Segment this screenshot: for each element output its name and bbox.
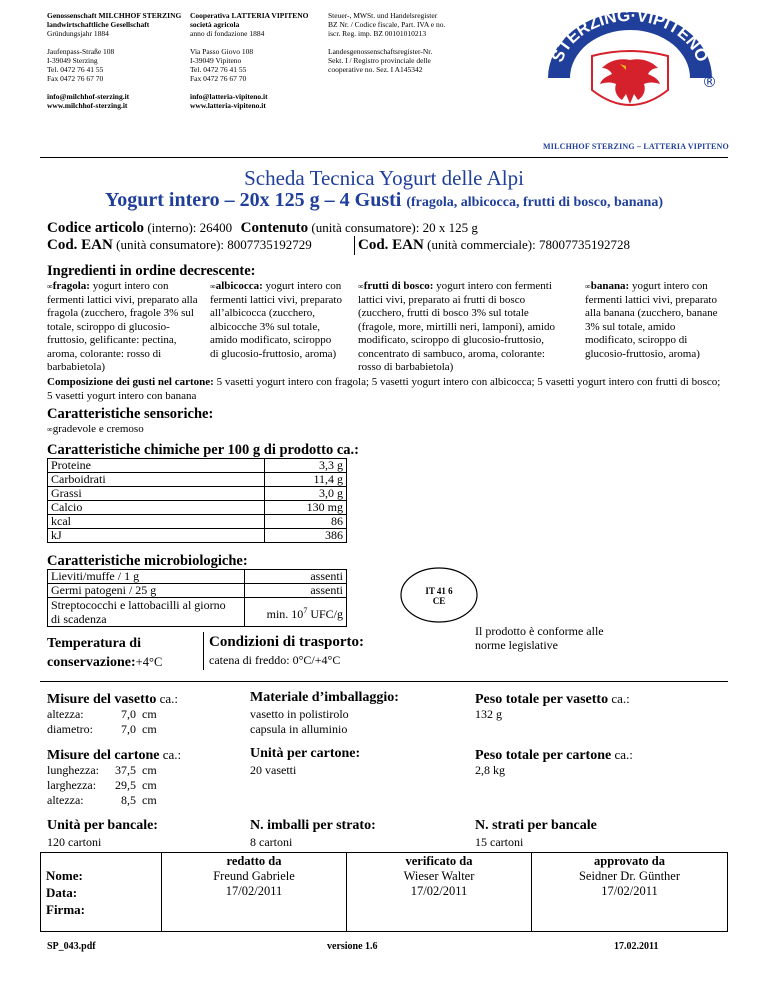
carton-width-label: larghezza: xyxy=(47,778,97,792)
fax-it: Fax 0472 76 67 70 xyxy=(190,74,247,83)
bullet-icon: ∞ xyxy=(358,282,364,291)
approved-by-label: approvato da xyxy=(594,854,665,868)
tax-line-3: iscr. Reg. imp. BZ 00101010213 xyxy=(328,29,427,38)
chemical-table xyxy=(47,458,347,543)
drafted-by-label: redatto da xyxy=(226,854,282,868)
address-de-2: I-39049 Sterzing xyxy=(47,56,98,65)
micro-name xyxy=(48,598,245,627)
approval-row-labels xyxy=(41,853,162,932)
packs-per-layer-label: N. imballi per strato: xyxy=(250,818,376,833)
material-lid: capsula in alluminio xyxy=(250,722,348,736)
nutrient-value: 3,3 g xyxy=(265,459,347,473)
bullet-icon: ∞ xyxy=(47,425,53,434)
table-row xyxy=(48,515,347,529)
cup-dim-ca: ca.: xyxy=(156,691,179,706)
transport-conditions xyxy=(209,634,364,668)
verified-by-name: Wieser Walter xyxy=(403,869,475,883)
drafted-by-date: 17/02/2011 xyxy=(225,884,283,898)
micro-value xyxy=(245,598,347,627)
material-label: Materiale d’imballaggio: xyxy=(250,690,399,705)
micro-heading: Caratteristiche microbiologiche: xyxy=(47,553,248,569)
micro-name: Lieviti/muffe / 1 g xyxy=(48,570,245,584)
codes-line-2b xyxy=(358,237,630,254)
cup-weight-label: Peso totale per vasetto xyxy=(475,692,609,707)
carton-length-label: lunghezza: xyxy=(47,763,99,777)
carton-weight-label: Peso totale per cartone xyxy=(475,748,612,763)
ingredients-heading: Ingredienti in ordine decrescente: xyxy=(47,263,256,279)
table-row xyxy=(48,598,347,627)
ingredient-strawberry xyxy=(47,280,205,375)
ingredient-text: yogurt intero con fermenti lattici vivi, preparato all’albicocca (zucchero, albicocche 3% sul totale, amido modificato, sciroppo di glucosio-fruttosio, aroma) xyxy=(210,280,342,360)
carton-weight-ca: ca.: xyxy=(611,747,633,762)
packaging-divider xyxy=(40,681,728,682)
company-type-it: società agricola xyxy=(190,20,240,29)
carton-length-value: 37,5 xyxy=(115,763,136,777)
logo-wordmark: STERZING·VIPITENO xyxy=(547,8,713,65)
carton-weight xyxy=(475,746,633,764)
footer-date: 17.02.2011 xyxy=(614,941,659,952)
nutrient-name: Calcio xyxy=(48,501,265,515)
website-it-link[interactable]: www.latteria-vipiteno.it xyxy=(190,101,266,110)
cup-weight-value: 132 g xyxy=(475,707,502,721)
nutrient-name: kcal xyxy=(48,515,265,529)
ingredient-text: yogurt intero con fermenti lattici vivi, preparato alla fragola (zucchero, fragole 3% sul totale, sciroppo di glucosio-fruttosio, gelificante: pectina, aroma, colorante: rosso di barbabietola) xyxy=(47,280,198,373)
nutrient-name: kJ xyxy=(48,529,265,543)
tax-line-1: Steuer-, MWSt. und Handelsregister xyxy=(328,11,438,20)
approved-by-name: Seidner Dr. Günther xyxy=(578,869,681,883)
stamp-line-2: CE xyxy=(432,596,446,606)
material-cup: vasetto in polistirolo xyxy=(250,707,349,721)
packs-per-layer-value: 8 cartoni xyxy=(250,835,293,849)
carton-dim-ca: ca.: xyxy=(159,747,182,762)
website-de-link[interactable]: www.milchhof-sterzing.it xyxy=(47,101,128,110)
cup-dimensions xyxy=(47,690,178,708)
verified-by-date: 17/02/2011 xyxy=(410,884,468,898)
nutrient-name: Grassi xyxy=(48,487,265,501)
ean-consumer-label: Cod. EAN xyxy=(47,237,113,253)
header-col-3 xyxy=(328,11,488,83)
cup-dim-label: Misure del vasetto xyxy=(47,692,157,707)
units-per-pallet-label: Unità per bancale: xyxy=(47,818,158,833)
ean-commercial-value: (unità commerciale): 78007735192728 xyxy=(423,237,630,252)
ingredient-text: yogurt intero con fermenti lattici vivi, preparato ai frutti di bosco (zucchero, frutti di bosco 3% sul totale (fragole, more, mirtilli neri, lamponi), amido modificato, sciroppo di glucosio-fruttosio, concentrato di sambuco, aroma, colorante: rosso di barbabietola) xyxy=(358,280,556,373)
units-per-carton-value: 20 vasetti xyxy=(250,763,297,777)
verified-by-cell xyxy=(347,853,532,932)
drafted-by-cell xyxy=(162,853,347,932)
stamp-line-1: IT 41 6 xyxy=(425,586,453,596)
storage-value: +4°C xyxy=(135,655,163,669)
tax-line-2: BZ Nr. / Codice fiscale, Part. IVA e no. xyxy=(328,20,446,29)
bullet-icon: ∞ xyxy=(585,282,591,291)
conformity-note: Il prodotto è conforme alle norme legislative xyxy=(475,624,604,652)
composition-text: 5 vasetti yogurt intero con fragola; 5 vasetti yogurt intero con albicocca; 5 vasetti yogurt intero con frutti di bosco; 5 vasetti yogurt intero con banana xyxy=(47,376,721,402)
storage-label-2: conservazione: xyxy=(47,655,136,670)
codes-line-2 xyxy=(47,237,312,254)
nutrient-name: Carboidrati xyxy=(48,473,265,487)
phone-it: Tel. 0472 76 41 55 xyxy=(190,65,247,74)
date-label: Data: xyxy=(46,884,78,900)
codes-line-1 xyxy=(47,220,478,237)
sensory-value xyxy=(47,423,144,435)
ingredient-name: albicocca: xyxy=(215,280,263,292)
ean-commercial-label: Cod. EAN xyxy=(358,237,424,253)
transport-label: Condizioni di trasporto: xyxy=(209,634,365,650)
composition-label: Composizione dei gusti nel cartone: xyxy=(47,376,214,388)
address-de-1: Jaufenpass-Straße 108 xyxy=(47,47,115,56)
ingredient-apricot xyxy=(210,280,342,361)
cup-height-value: 7,0 xyxy=(121,707,136,721)
table-row xyxy=(48,473,347,487)
cup-height-unit: cm xyxy=(142,707,157,721)
carton-length-unit: cm xyxy=(142,763,157,777)
approved-by-date: 17/02/2011 xyxy=(601,884,658,898)
micro-table xyxy=(47,569,347,627)
ingredient-name: frutti di bosco: xyxy=(363,280,434,292)
email-it-link[interactable]: info@latteria-vipiteno.it xyxy=(190,92,268,101)
table-row xyxy=(41,853,728,932)
bullet-icon: ∞ xyxy=(47,282,53,291)
units-per-carton-label: Unità per cartone: xyxy=(250,746,361,761)
footer-version: versione 1.6 xyxy=(327,941,378,952)
transport-value: catena di freddo: 0°C/+4°C xyxy=(209,653,341,667)
name-label: Nome: xyxy=(46,867,83,883)
transport-divider xyxy=(203,632,204,670)
micro-value: assenti xyxy=(245,584,347,598)
header-divider xyxy=(40,157,728,158)
register-line-1: Landesgenossenschaftsregister-Nr. xyxy=(328,47,433,56)
layers-per-pallet-label: N. strati per bancale xyxy=(475,818,597,833)
micro-name-line-2: di scadenza xyxy=(51,612,107,626)
company-type-de: landwirtschaftliche Gesellschaft xyxy=(47,20,150,29)
header-col-2 xyxy=(190,11,320,119)
nutrient-name: Proteine xyxy=(48,459,265,473)
content-value: (unità consumatore): 20 x 125 g xyxy=(308,220,478,235)
cup-diameter-value: 7,0 xyxy=(121,722,136,736)
address-it-2: I-39049 Vipiteno xyxy=(190,56,242,65)
table-row xyxy=(48,459,347,473)
company-name-it: Cooperativa LATTERIA VIPITENO xyxy=(190,11,309,20)
carton-weight-value: 2,8 kg xyxy=(475,763,505,777)
codes-divider xyxy=(354,236,355,255)
storage-temperature xyxy=(47,634,162,672)
table-row xyxy=(48,501,347,515)
carton-width-value: 29,5 xyxy=(115,778,136,792)
ean-consumer-value: (unità consumatore): 8007735192729 xyxy=(112,237,312,252)
layers-per-pallet-value: 15 cartoni xyxy=(475,835,524,849)
bullet-icon: ∞ xyxy=(210,282,216,291)
health-mark-stamp xyxy=(399,566,479,624)
cup-diameter-label: diametro: xyxy=(47,722,93,736)
table-row xyxy=(48,584,347,598)
micro-value: assenti xyxy=(245,570,347,584)
article-code-label: Codice articolo xyxy=(47,220,145,236)
logo-caption: MILCHHOF STERZING – LATTERIA VIPITENO xyxy=(543,142,729,151)
sensory-heading: Caratteristiche sensoriche: xyxy=(47,406,214,422)
cup-diameter-unit: cm xyxy=(142,722,157,736)
ingredient-banana xyxy=(585,280,723,361)
carton-width-unit: cm xyxy=(142,778,157,792)
verified-by-label: verificato da xyxy=(405,854,473,868)
product-title-main: Yogurt intero – 20x 125 g – 4 Gusti xyxy=(105,189,407,211)
carton-dimensions xyxy=(47,746,181,764)
ingredient-text: yogurt intero con fermenti lattici vivi, preparato alla banana (zucchero, banane 3% sul totale, amido modificato, sciroppo di glucosio-fruttosio, aroma) xyxy=(585,280,718,360)
chemical-heading: Caratteristiche chimiche per 100 g di prodotto ca.: xyxy=(47,442,359,458)
sensory-text: gradevole e cremoso xyxy=(52,423,144,435)
cup-height-label: altezza: xyxy=(47,707,84,721)
founded-it: anno di fondazione 1884 xyxy=(190,29,265,38)
table-row xyxy=(48,487,347,501)
composition-note xyxy=(47,376,727,403)
ingredient-name: banana: xyxy=(590,280,630,292)
ingredient-name: fragola: xyxy=(52,280,90,292)
units-per-pallet-value: 120 cartoni xyxy=(47,835,102,849)
company-logo xyxy=(540,8,720,128)
founded-de: Gründungsjahr 1884 xyxy=(47,29,109,38)
approved-by-cell xyxy=(532,853,728,932)
drafted-by-name: Freund Gabriele xyxy=(213,869,295,883)
approval-table xyxy=(40,852,728,932)
micro-value-base: min. 10 xyxy=(266,606,304,621)
micro-name: Germi patogeni / 25 g xyxy=(48,584,245,598)
nutrient-value: 386 xyxy=(265,529,347,543)
carton-height-value: 8,5 xyxy=(121,793,136,807)
ingredient-berries xyxy=(358,280,564,375)
page-title: Scheda Tecnica Yogurt delle Alpi xyxy=(244,166,524,190)
company-name-de: Genossenschaft MILCHHOF STERZING xyxy=(47,11,182,20)
email-de-link[interactable]: info@milchhof-sterzing.it xyxy=(47,92,130,101)
carton-height-label: altezza: xyxy=(47,793,84,807)
nutrient-value: 11,4 g xyxy=(265,473,347,487)
storage-label-1: Temperatura di xyxy=(47,636,141,651)
nutrient-value: 3,0 g xyxy=(265,487,347,501)
carton-dim-label: Misure del cartone xyxy=(47,748,160,763)
table-row xyxy=(48,570,347,584)
product-flavours: (fragola, albicocca, frutti di bosco, banana) xyxy=(406,195,663,210)
micro-name-line-1: Streptococchi e lattobacilli al giorno xyxy=(51,598,226,612)
registered-mark: ® xyxy=(702,73,717,91)
content-label: Contenuto xyxy=(240,220,309,236)
footer-filename: SP_043.pdf xyxy=(47,941,96,952)
header-col-1 xyxy=(47,11,192,119)
nutrient-value: 130 mg xyxy=(265,501,347,515)
register-line-3: cooperative no. Sez. I A145342 xyxy=(328,65,423,74)
address-it-1: Via Passo Giovo 108 xyxy=(190,47,254,56)
nutrient-value: 86 xyxy=(265,515,347,529)
carton-height-unit: cm xyxy=(142,793,157,807)
product-title xyxy=(0,189,768,212)
cup-weight xyxy=(475,690,630,708)
table-row xyxy=(48,529,347,543)
fax-de: Fax 0472 76 67 70 xyxy=(47,74,104,83)
phone-de: Tel. 0472 76 41 55 xyxy=(47,65,104,74)
register-line-2: Sekt. I / Registro provinciale delle xyxy=(328,56,431,65)
article-code-value: (interno): 26400 xyxy=(144,220,233,235)
micro-value-exp: 7 xyxy=(303,605,308,615)
micro-value-unit: UFC/g xyxy=(307,606,343,621)
cup-weight-ca: ca.: xyxy=(608,691,630,706)
signature-label: Firma: xyxy=(46,901,85,917)
